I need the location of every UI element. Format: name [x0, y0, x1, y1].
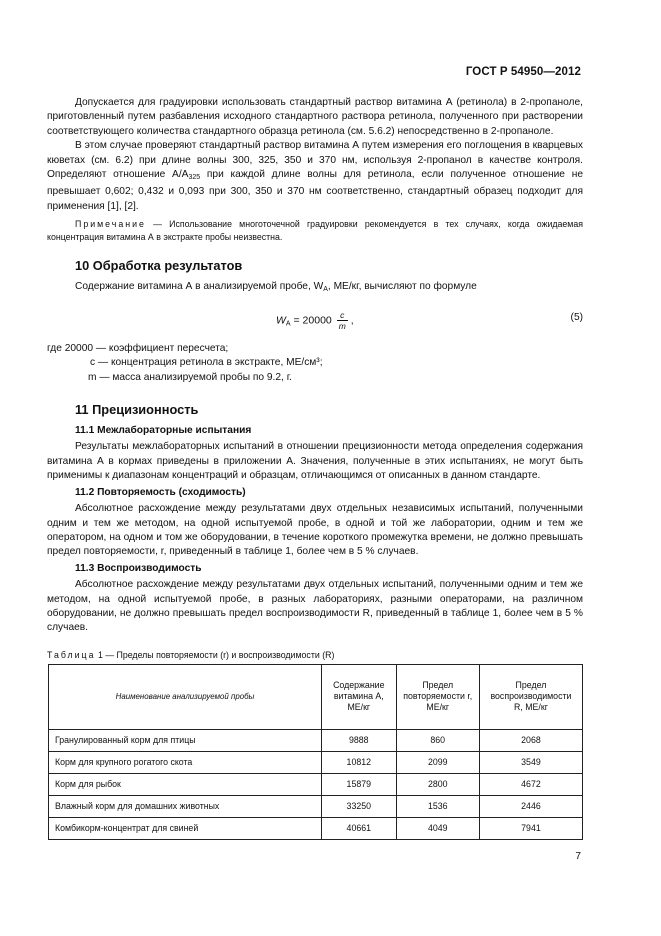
table-header-row [49, 664, 583, 729]
section-11-title: 11 Прецизионность [75, 402, 199, 418]
note [47, 218, 583, 243]
formula-number: (5) [570, 311, 583, 323]
cell-r: 2800 [396, 773, 479, 795]
table-caption [47, 650, 583, 660]
section-10-intro-text: Содержание витамина А в анализируемой пробе, W [75, 281, 324, 293]
paragraph-verification [47, 139, 583, 214]
formula-denominator: m [338, 320, 346, 331]
paragraph-verification-b: при каждой длине волны для ретинола, если полученное отношение не превышает 0,602; 0,432 и 0,093 при 300, 350 и 370 нм соответственно, стандартный образец подходит для применения [1], [2]. [47, 169, 583, 212]
cell-content: 10812 [322, 751, 397, 773]
header-repeatability: Предел повторяемости r, МЕ/кг [396, 664, 479, 729]
section-11-1-title: 11.1 Межлабораторные испытания [75, 425, 252, 437]
table-caption-text: 1 — Пределы повторяемости (r) и воспроизводимости (R) [95, 649, 335, 660]
formula-legend [47, 342, 583, 385]
section-11-3-title: 11.3 Воспроизводимость [75, 562, 202, 574]
formula-mid: = 20000 [290, 314, 335, 327]
cell-content: 9888 [322, 729, 397, 751]
section-10-intro-sub: A [323, 286, 328, 294]
note-text: — Использование многоточечной градуировки рекомендуется в тех случаях, когда ожидаемая концентрация витамина А в экстракте пробы неизвестна. [47, 219, 583, 242]
document-code: ГОСТ Р 54950—2012 [465, 66, 581, 78]
header-sample-name: Наименование анализируемой пробы [49, 664, 322, 729]
table-caption-label: Таблица [47, 649, 96, 660]
formula-numerator: c [337, 310, 348, 321]
note-label: Примечание [75, 219, 146, 230]
table-row [49, 795, 583, 817]
ratio-subscript: 325 [188, 174, 201, 182]
table-row [49, 817, 583, 839]
page-body [47, 96, 583, 840]
legend-line-1: где 20000 — коэффициент пересчета; [47, 342, 229, 354]
cell-R: 2068 [479, 729, 582, 751]
cell-sample: Корм для крупного рогатого скота [49, 751, 322, 773]
formula-expression [276, 310, 354, 331]
cell-R: 2446 [479, 795, 582, 817]
precision-table [48, 664, 583, 840]
cell-sample: Влажный корм для домашних животных [49, 795, 322, 817]
cell-content: 40661 [322, 817, 397, 839]
section-11-2-text: Абсолютное расхождение между результатами двух отдельных независимых испытаний, полученными одним и тем же методом, на одной испытуемой пробе, в одной и той же лаборатории, одним и тем же оператором, на одном и том же оборудовании, в течение короткого промежутка времени, не должно превышать предел повторяемости, r, приведенный в таблице 1, более чем в 5 % случаев. [47, 503, 583, 558]
paragraph-calibration: Допускается для градуировки использовать стандартный раствор витамина А (ретинола) в 2-пропаноле, приготовленный путем разбавления исходного стандартного раствора ретинола, полученного при растворении соответствующего количества стандартного образца ретинола (см. 5.6.2) непосредственно в 2-пропаноле. [47, 97, 583, 137]
cell-r: 4049 [396, 817, 479, 839]
cell-r: 2099 [396, 751, 479, 773]
cell-sample: Гранулированный корм для птицы [49, 729, 322, 751]
table-row [49, 751, 583, 773]
cell-r: 1536 [396, 795, 479, 817]
section-11-3-text: Абсолютное расхождение между результатами двух отдельных испытаний, полученными одним и тем же методом, на одной испытуемой пробе, в разных лабораториях, разными операторами, на различном оборудовании, не должно превышать предел воспроизводимости R, приведенный в таблице 1, более чем в 5 % случаев. [47, 579, 583, 634]
cell-content: 15879 [322, 773, 397, 795]
cell-R: 4672 [479, 773, 582, 795]
section-11-1-text: Результаты межлабораторных испытаний в отношении прецизионности метода определения содержания витамина А в кормах приведены в приложении А. Значения, полученные в этих испытаниях, не могут быть применимы к диапазонам концентраций и образцам, отличающимся от описанных в данном стандарте. [47, 441, 583, 482]
formula-fraction [337, 310, 348, 331]
formula-tail: , [347, 314, 354, 327]
page-number: 7 [575, 851, 581, 862]
section-10-intro-tail: , МЕ/кг, вычисляют по формуле [327, 281, 477, 293]
paragraph-verification-a: В этом случае проверяют стандартный раствор витамина А путем измерения его поглощения в кварцевых кюветах (см. 6.2) при длине волны 300, 325, 350 и 370 нм, используя 2-пропанол в качестве контроля. Определяют отношение A/A [47, 140, 583, 181]
section-10-title: 10 Обработка результатов [75, 258, 243, 274]
table-row [49, 729, 583, 751]
cell-R: 3549 [479, 751, 582, 773]
formula-lhs: W [276, 314, 286, 327]
cell-R: 7941 [479, 817, 582, 839]
legend-line-3: m — масса анализируемой пробы по 9.2, г. [88, 371, 293, 383]
cell-sample: Комбикорм-концентрат для свиней [49, 817, 322, 839]
cell-content: 33250 [322, 795, 397, 817]
header-vitamin-content: Содержание витамина А, МЕ/кг [322, 664, 397, 729]
header-reproducibility: Предел воспроизводимости R, МЕ/кг [479, 664, 582, 729]
section-10-intro [47, 280, 583, 297]
section-11-2-title: 11.2 Повторяемость (сходимость) [75, 486, 246, 498]
cell-sample: Корм для рыбок [49, 773, 322, 795]
cell-r: 860 [396, 729, 479, 751]
formula-5 [47, 304, 583, 342]
formula-lhs-sub: A [285, 320, 291, 328]
legend-line-2: c — концентрация ретинола в экстракте, МЕ/см³; [90, 357, 323, 369]
table-row [49, 773, 583, 795]
